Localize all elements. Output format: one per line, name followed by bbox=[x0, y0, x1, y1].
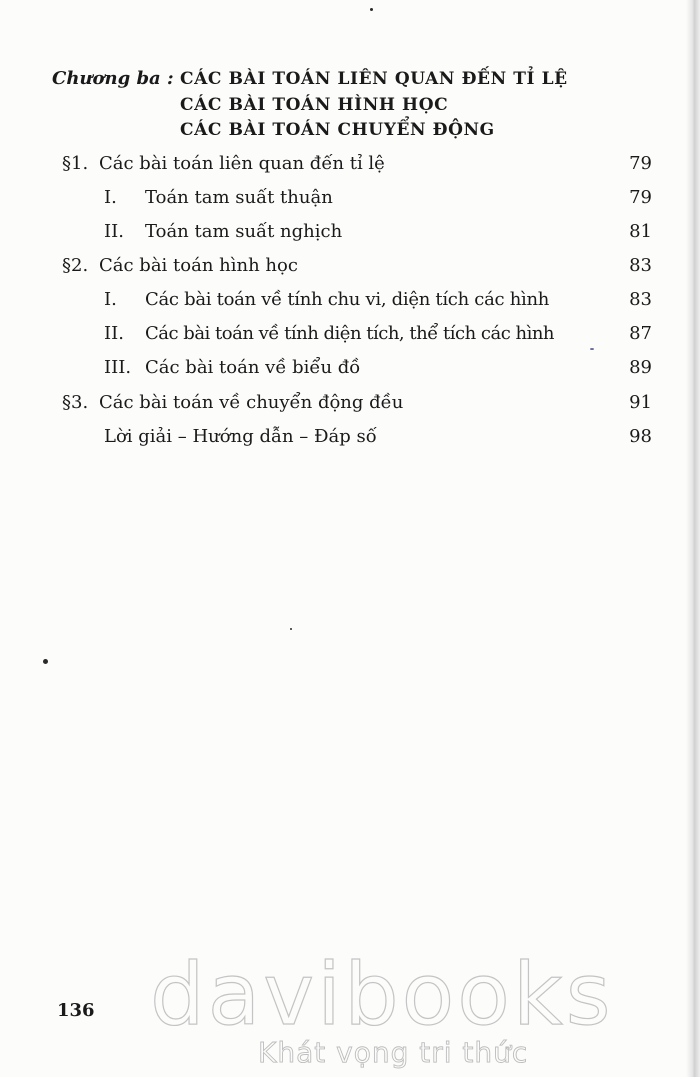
toc-entry-title: Lời giải – Hướng dẫn – Đáp số bbox=[104, 426, 377, 447]
toc-entry-section-1[interactable] bbox=[62, 153, 652, 179]
toc-entry-title: Các bài toán về biểu đồ bbox=[145, 357, 361, 378]
page-number: 136 bbox=[57, 1000, 95, 1021]
toc-entry-title: Các bài toán về chuyển động đều bbox=[99, 392, 404, 413]
toc-entry-page: 87 bbox=[629, 323, 652, 344]
toc-entry-title: Các bài toán về tính diện tích, thể tích các hình bbox=[145, 323, 555, 344]
toc-entry-title: Toán tam suất thuận bbox=[145, 187, 333, 208]
toc-entry-page: 91 bbox=[629, 392, 652, 413]
page-edge-shadow bbox=[686, 0, 700, 1077]
toc-entry-title: Các bài toán liên quan đến tỉ lệ bbox=[99, 153, 385, 174]
chapter-title-line-1: CÁC BÀI TOÁN LIÊN QUAN ĐẾN TỈ LỆ bbox=[180, 69, 568, 89]
toc-entry-2-iii[interactable] bbox=[104, 357, 652, 383]
toc-entry-section-2[interactable] bbox=[62, 255, 652, 281]
print-speck bbox=[290, 628, 292, 630]
toc-entry-page: 89 bbox=[629, 357, 652, 378]
toc-entry-solutions[interactable] bbox=[104, 426, 652, 452]
toc-entry-section-3[interactable] bbox=[62, 392, 652, 418]
chapter-title-line-2: CÁC BÀI TOÁN HÌNH HỌC bbox=[180, 95, 449, 115]
toc-entry-number: III. bbox=[104, 357, 132, 378]
toc-entry-1-ii[interactable] bbox=[104, 221, 652, 247]
chapter-label: Chương ba : bbox=[52, 68, 174, 89]
toc-entry-page: 98 bbox=[629, 426, 652, 447]
toc-entry-number: I. bbox=[104, 187, 117, 208]
toc-entry-2-i[interactable] bbox=[104, 289, 652, 315]
toc-entry-page: 83 bbox=[629, 255, 652, 276]
toc-entry-number: §3. bbox=[62, 392, 89, 413]
toc-entry-title: Toán tam suất nghịch bbox=[145, 221, 343, 242]
toc-entry-page: 81 bbox=[629, 221, 652, 242]
print-speck bbox=[43, 659, 48, 664]
toc-entry-title: Các bài toán về tính chu vi, diện tích các hình bbox=[145, 289, 550, 310]
toc-entry-2-ii[interactable] bbox=[104, 323, 652, 349]
toc-entry-number: II. bbox=[104, 221, 124, 242]
print-speck bbox=[370, 8, 373, 11]
toc-entry-page: 79 bbox=[629, 153, 652, 174]
toc-entry-1-i[interactable] bbox=[104, 187, 652, 213]
toc-entry-number: II. bbox=[104, 323, 124, 344]
print-speck bbox=[590, 348, 594, 350]
watermark-tagline: Khát vọng tri thức bbox=[258, 1036, 529, 1069]
watermark-brand: davibooks bbox=[150, 945, 614, 1045]
toc-entry-number: §2. bbox=[62, 255, 89, 276]
chapter-title-line-3: CÁC BÀI TOÁN CHUYỂN ĐỘNG bbox=[180, 120, 495, 140]
toc-entry-number: I. bbox=[104, 289, 117, 310]
toc-entry-title: Các bài toán hình học bbox=[99, 255, 298, 276]
toc-entry-page: 79 bbox=[629, 187, 652, 208]
toc-entry-number: §1. bbox=[62, 153, 89, 174]
toc-entry-page: 83 bbox=[629, 289, 652, 310]
